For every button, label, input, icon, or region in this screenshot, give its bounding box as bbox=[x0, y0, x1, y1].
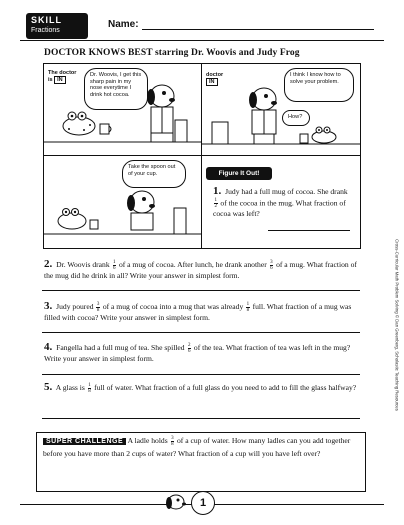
answer-line-3 bbox=[42, 332, 360, 333]
comic-art-2 bbox=[202, 64, 360, 156]
name-line bbox=[142, 29, 374, 30]
doctor-sign: The doctor is IN bbox=[48, 70, 77, 84]
figure-it-out-label: Figure It Out! bbox=[206, 167, 272, 180]
skill-topic: Fractions bbox=[31, 27, 60, 34]
question-4: 4. Fangella had a full mug of tea. She spilled $\frac{2}{6}$ of the tea. What fraction of tea was left in the mug? Write your answer in simplest form. bbox=[44, 341, 351, 363]
dog-mascot-icon bbox=[162, 492, 188, 512]
fraction-1-2: $\frac{1}{2}$ bbox=[214, 197, 217, 209]
doctor-sign-2: doctor IN bbox=[206, 72, 224, 86]
page-number: 1 bbox=[191, 491, 215, 515]
speech-bubble-frog-2: How? bbox=[282, 110, 310, 126]
page-title: DOCTOR KNOWS BEST starring Dr. Woovis and Judy Frog bbox=[44, 48, 300, 58]
answer-line-2 bbox=[42, 290, 360, 291]
speech-bubble-frog: Dr. Woovis, I get this sharp pain in my nose everytime I drink hot cocoa. bbox=[84, 68, 148, 110]
question-3: 3. Judy poured $\frac{3}{8}$ of a mug of cocoa into a mug that was already $\frac{1}{8}$ full. What fraction of a mug was filled with cocoa? Write your answer in simplest form. bbox=[44, 300, 352, 322]
name-label: Name: bbox=[108, 19, 139, 30]
speech-bubble-dog: I think I know how to solve your problem. bbox=[284, 68, 354, 102]
answer-line-1 bbox=[268, 230, 350, 231]
answer-line-5 bbox=[42, 418, 360, 419]
comic-panel-1 bbox=[43, 63, 203, 157]
question-1: 1. Judy had a full mug of cocoa. She drank $\frac{1}{2}$ of the cocoa in the mug. What fraction of cocoa was left? bbox=[213, 185, 348, 218]
speech-bubble-dog-3: Take the spoon out of your cup. bbox=[122, 160, 186, 188]
header-rule bbox=[20, 40, 384, 41]
comic-art-1 bbox=[44, 64, 202, 156]
side-credit: Cross-Curricular Math Problem Solving © Dan Greenberg, Scholastic Teaching Resources bbox=[394, 239, 400, 411]
question-2: 2. Dr. Woovis drank $\frac{1}{6}$ of a mug of cocoa. After lunch, he drank another $\frac{3}{6}$ of a mug. What fraction of the mug did he drink in all? Write your answer in simplest form. bbox=[44, 258, 357, 280]
answer-line-4 bbox=[42, 374, 360, 375]
question-5: 5. A glass is $\frac{1}{8}$ full of water. What fraction of a full glass do you need to add to fill the glass halfway? bbox=[44, 381, 357, 394]
skill-label: SKILL bbox=[31, 15, 62, 25]
super-challenge-label: SUPER CHALLENGE bbox=[43, 438, 126, 445]
comic-art-3 bbox=[44, 156, 202, 248]
comic-panel-3 bbox=[43, 155, 203, 249]
super-challenge-box: SUPER CHALLENGE A ladle holds $\frac{3}{8}$ of a cup of water. How many ladles can you add together before you have more than 2 cups of water? What fraction of a cup will you have left over? bbox=[36, 432, 366, 492]
skill-badge bbox=[26, 13, 88, 39]
comic-panel-2 bbox=[201, 63, 361, 157]
